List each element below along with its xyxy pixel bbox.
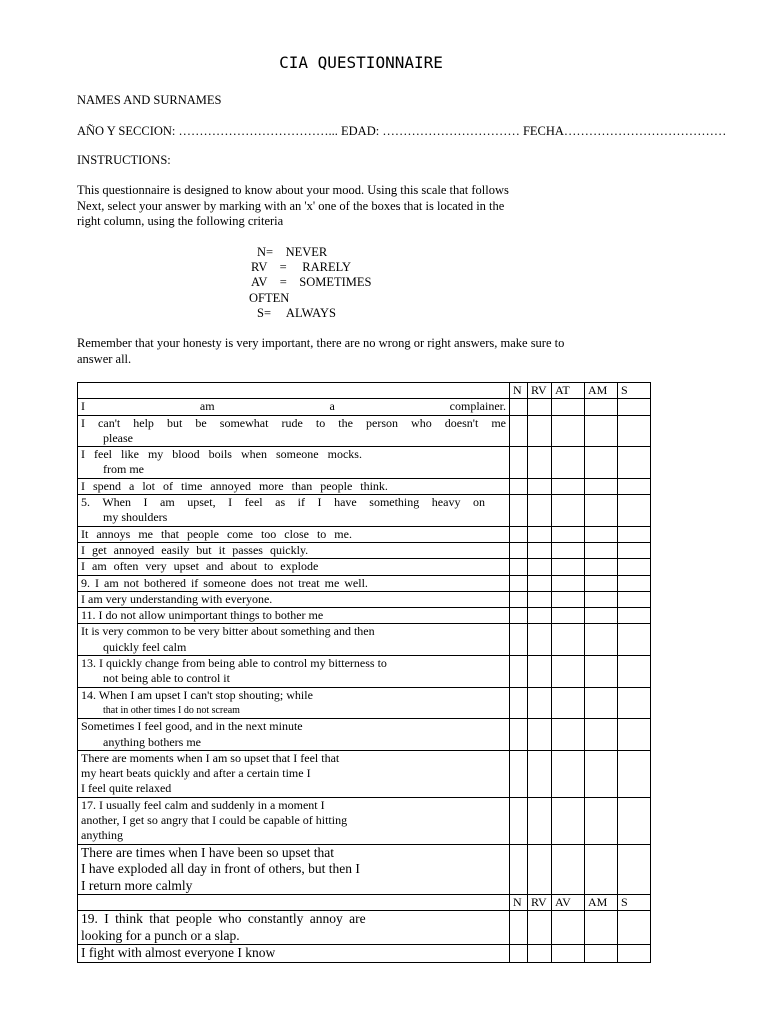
answer-cell[interactable] [585, 750, 618, 797]
answer-cell[interactable] [618, 719, 651, 751]
header-blank-cell [78, 895, 510, 911]
answer-cell[interactable] [510, 542, 528, 558]
answer-cell[interactable] [510, 687, 528, 719]
answer-cell[interactable] [585, 591, 618, 607]
answer-cell[interactable] [528, 399, 552, 415]
answer-cell[interactable] [510, 656, 528, 688]
question-text: I am often very upset and about to explode [81, 559, 319, 574]
answer-cell[interactable] [528, 945, 552, 963]
answer-cell[interactable] [618, 526, 651, 542]
answer-cell[interactable] [552, 719, 585, 751]
question-text-cont: another, I get so angry that I could be capable of hitting [81, 813, 348, 828]
answer-cell[interactable] [510, 495, 528, 527]
answer-cell[interactable] [585, 495, 618, 527]
answer-cell[interactable] [510, 911, 528, 945]
intro-line: Next, select your answer by marking with an 'x' one of the boxes that is located in the [77, 198, 505, 213]
header-am: AM [585, 895, 618, 911]
answer-cell[interactable] [618, 542, 651, 558]
answer-cell[interactable] [585, 575, 618, 591]
answer-cell[interactable] [618, 478, 651, 494]
question-text-cont: I have exploded all day in front of others, but then I [81, 861, 360, 877]
question-text-cont: my heart beats quickly and after a certain time I [81, 766, 311, 781]
answer-cell[interactable] [618, 945, 651, 963]
answer-cell[interactable] [510, 797, 528, 844]
answer-cell[interactable] [528, 608, 552, 624]
answer-cell[interactable] [510, 559, 528, 575]
answer-cell[interactable] [585, 399, 618, 415]
questionnaire-table [77, 382, 651, 963]
question-text: I fight with almost everyone I know [81, 945, 276, 961]
answer-cell[interactable] [528, 911, 552, 945]
question-text: 5. When I am upset, I feel as if I have something heavy on [81, 495, 485, 510]
answer-cell[interactable] [510, 719, 528, 751]
answer-cell[interactable] [510, 415, 528, 447]
answer-cell[interactable] [510, 575, 528, 591]
answer-cell[interactable] [552, 608, 585, 624]
answer-cell[interactable] [618, 911, 651, 945]
answer-cell[interactable] [585, 719, 618, 751]
answer-cell[interactable] [552, 844, 585, 895]
header-never: N [510, 895, 528, 911]
answer-cell[interactable] [510, 608, 528, 624]
answer-cell[interactable] [618, 575, 651, 591]
answer-cell[interactable] [585, 608, 618, 624]
answer-cell[interactable] [552, 591, 585, 607]
answer-cell[interactable] [528, 447, 552, 479]
table-header-row [78, 895, 651, 911]
answer-cell[interactable] [552, 797, 585, 844]
question-text-cont: anything bothers me [103, 734, 201, 749]
answer-cell[interactable] [528, 750, 552, 797]
answer-cell[interactable] [528, 591, 552, 607]
answer-cell[interactable] [510, 844, 528, 895]
answer-cell[interactable] [585, 844, 618, 895]
question-text: I can't help but be somewhat rude to the person who doesn't me [81, 415, 506, 430]
table-row [78, 526, 651, 542]
answer-cell[interactable] [552, 478, 585, 494]
answer-cell[interactable] [528, 415, 552, 447]
answer-cell[interactable] [618, 559, 651, 575]
question-text-cont: please [103, 430, 133, 445]
header-blank-cell [78, 383, 510, 399]
answer-cell[interactable] [585, 797, 618, 844]
answer-cell[interactable] [585, 656, 618, 688]
criteria-never: N= NEVER [257, 245, 328, 259]
reminder-paragraph [77, 336, 597, 367]
question-text-cont: anything [81, 828, 123, 843]
answer-cell[interactable] [510, 945, 528, 963]
question-text: 9. I am not bothered if someone does not treat me well. [81, 575, 368, 590]
question-text: I spend a lot of time annoyed more than people think. [81, 478, 388, 493]
question-text: I feel like my blood boils when someone mocks. [81, 447, 362, 462]
intro-line: This questionnaire is designed to know about your mood. Using this scale that follows [77, 183, 509, 197]
table-row [78, 559, 651, 575]
criteria-often: OFTEN [249, 291, 290, 305]
answer-cell[interactable] [618, 844, 651, 895]
header-am: AM [585, 383, 618, 399]
answer-cell[interactable] [585, 415, 618, 447]
answer-cell[interactable] [618, 591, 651, 607]
answer-cell[interactable] [585, 624, 618, 656]
answer-cell[interactable] [585, 911, 618, 945]
question-text: There are moments when I am so upset that I feel that [81, 750, 340, 765]
table-row [78, 478, 651, 494]
header-always: S [618, 383, 651, 399]
answer-cell[interactable] [528, 542, 552, 558]
question-text: I am a complainer. [81, 399, 506, 414]
answer-cell[interactable] [528, 624, 552, 656]
answer-cell[interactable] [618, 687, 651, 719]
answer-cell[interactable] [528, 526, 552, 542]
names-field-label: NAMES AND SURNAMES [77, 93, 222, 107]
answer-cell[interactable] [510, 399, 528, 415]
table-row [78, 415, 651, 447]
answer-cell[interactable] [585, 526, 618, 542]
table-row [78, 656, 651, 688]
answer-cell[interactable] [528, 478, 552, 494]
answer-cell[interactable] [510, 591, 528, 607]
answer-cell[interactable] [552, 559, 585, 575]
answer-cell[interactable] [552, 526, 585, 542]
answer-cell[interactable] [528, 656, 552, 688]
question-text-cont: that in other times I do not scream [103, 704, 240, 716]
question-text-cont: quickly feel calm [103, 639, 187, 654]
header-rarely: RV [528, 895, 552, 911]
table-row [78, 945, 651, 963]
criteria-rarely: RV = RARELY [251, 260, 352, 274]
answer-cell[interactable] [618, 797, 651, 844]
answer-cell[interactable] [552, 399, 585, 415]
table-header-row [78, 383, 651, 399]
answer-cell[interactable] [618, 495, 651, 527]
answer-cell[interactable] [552, 911, 585, 945]
table-row [78, 687, 651, 719]
answer-cell[interactable] [618, 750, 651, 797]
answer-cell[interactable] [528, 719, 552, 751]
table-row [78, 844, 651, 895]
question-text-cont: from me [103, 462, 144, 477]
answer-cell[interactable] [618, 656, 651, 688]
table-row [78, 608, 651, 624]
answer-cell[interactable] [510, 750, 528, 797]
answer-cell[interactable] [510, 447, 528, 479]
answer-cell[interactable] [552, 495, 585, 527]
table-row [78, 542, 651, 558]
question-text-cont: I feel quite relaxed [81, 781, 172, 796]
answer-cell[interactable] [585, 542, 618, 558]
instructions-label: INSTRUCTIONS: [77, 153, 171, 167]
question-text-cont: I return more calmly [81, 877, 193, 893]
question-text: 13. I quickly change from being able to control my bitterness to [81, 656, 387, 671]
question-text-cont: looking for a punch or a slap. [81, 927, 240, 943]
table-row [78, 495, 651, 527]
answer-cell[interactable] [585, 945, 618, 963]
table-row [78, 719, 651, 751]
table-row [78, 447, 651, 479]
answer-cell[interactable] [585, 687, 618, 719]
answer-cell[interactable] [528, 559, 552, 575]
answer-cell[interactable] [510, 624, 528, 656]
question-text: 17. I usually feel calm and suddenly in a moment I [81, 797, 325, 812]
header-sometimes: AV [552, 895, 585, 911]
table-row [78, 624, 651, 656]
question-text: I am very understanding with everyone. [81, 591, 273, 606]
question-text-cont: my shoulders [103, 510, 168, 525]
answer-cell[interactable] [618, 447, 651, 479]
answer-cell[interactable] [552, 656, 585, 688]
intro-paragraph [77, 183, 547, 230]
table-row [78, 399, 651, 415]
answer-cell[interactable] [618, 399, 651, 415]
answer-cell[interactable] [585, 478, 618, 494]
answer-cell[interactable] [528, 797, 552, 844]
answer-cell[interactable] [618, 415, 651, 447]
question-text: 11. I do not allow unimportant things to bother me [81, 608, 324, 623]
answer-cell[interactable] [510, 478, 528, 494]
question-text: 14. When I am upset I can't stop shouting; while [81, 687, 313, 702]
intro-line: right column, using the following criteria [77, 214, 284, 228]
answer-cell[interactable] [528, 687, 552, 719]
answer-cell[interactable] [552, 447, 585, 479]
question-text: It is very common to be very bitter about something and then [81, 624, 375, 639]
header-never: N [510, 383, 528, 399]
table-row [78, 797, 651, 844]
question-text-cont: not being able to control it [103, 671, 230, 686]
answer-cell[interactable] [552, 415, 585, 447]
header-always: S [618, 895, 651, 911]
header-at: AT [552, 383, 585, 399]
answer-cell[interactable] [618, 608, 651, 624]
answer-cell[interactable] [618, 624, 651, 656]
table-row [78, 911, 651, 945]
answer-cell[interactable] [510, 526, 528, 542]
answer-cell[interactable] [528, 575, 552, 591]
answer-cell[interactable] [552, 687, 585, 719]
question-text: There are times when I have been so upset that [81, 844, 335, 860]
criteria-sometimes: AV = SOMETIMES [251, 275, 372, 289]
answer-cell[interactable] [585, 559, 618, 575]
question-text: Sometimes I feel good, and in the next minute [81, 719, 303, 734]
question-text: It annoys me that people come too close to me. [81, 526, 352, 541]
answer-cell[interactable] [552, 945, 585, 963]
reminder-line: answer all. [77, 351, 132, 366]
answer-cell[interactable] [528, 495, 552, 527]
year-section-age-date-line: AÑO Y SECCION: ………………………………... EDAD: …………………………… FECHA………………………………… [77, 124, 727, 138]
question-text: 19. I think that people who constantly annoy are [81, 911, 366, 927]
answer-cell[interactable] [552, 542, 585, 558]
page-title: CIA QUESTIONNAIRE [279, 53, 443, 72]
question-text: I get annoyed easily but it passes quickly. [81, 542, 309, 557]
answer-cell[interactable] [528, 844, 552, 895]
answer-cell[interactable] [552, 750, 585, 797]
reminder-line: Remember that your honesty is very important, there are no wrong or right answers, make sure to [77, 336, 565, 350]
answer-cell[interactable] [585, 447, 618, 479]
table-row [78, 750, 651, 797]
answer-cell[interactable] [552, 575, 585, 591]
table-row [78, 591, 651, 607]
table-row [78, 575, 651, 591]
criteria-always: S= ALWAYS [257, 306, 336, 320]
header-rarely: RV [528, 383, 552, 399]
answer-cell[interactable] [552, 624, 585, 656]
